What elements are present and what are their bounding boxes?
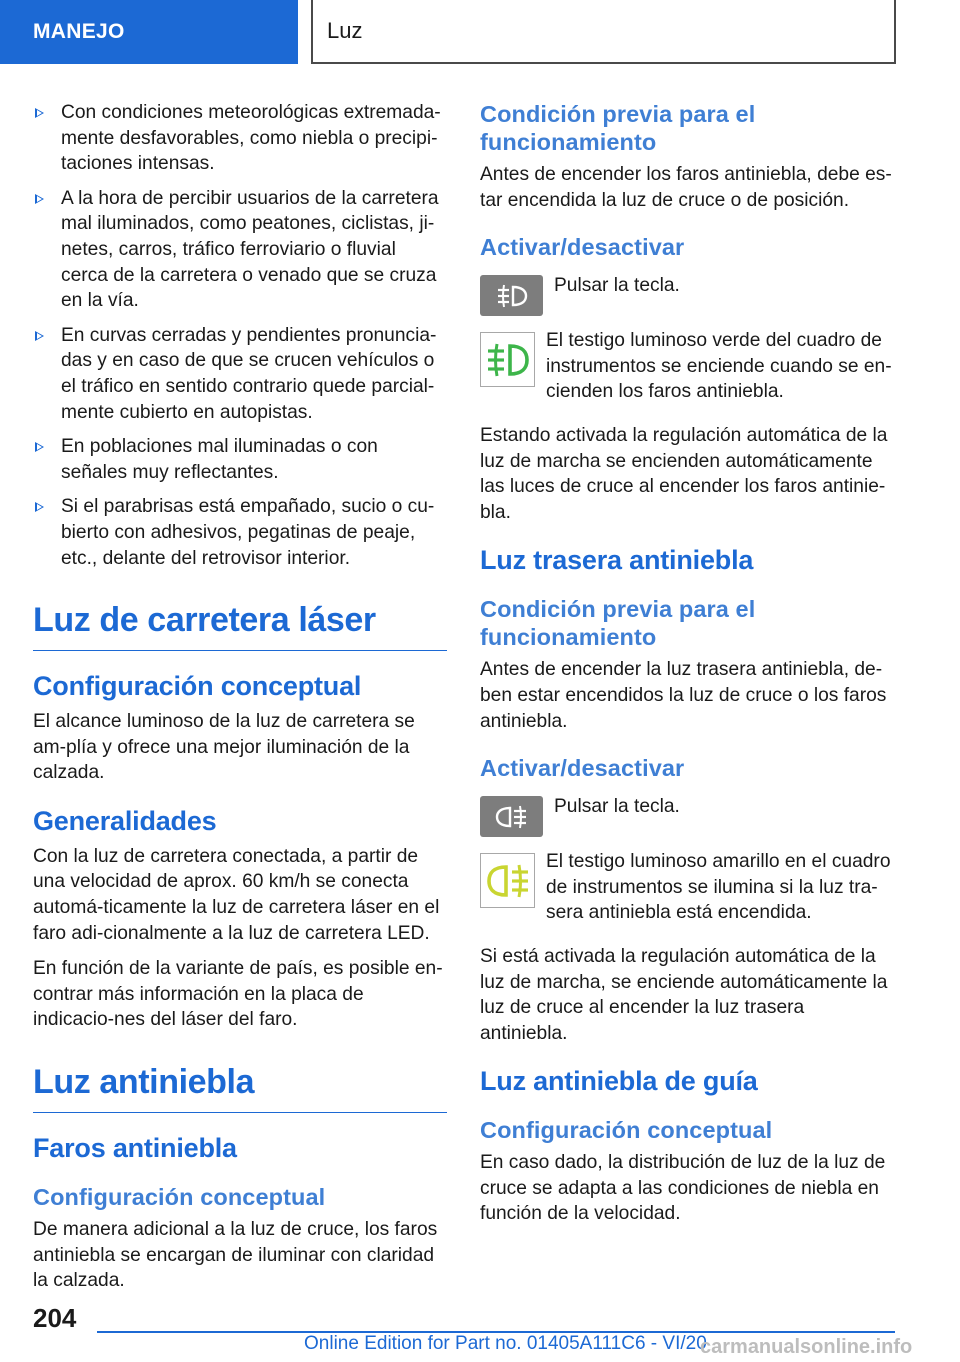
front-fog-heading: Faros antiniebla <box>33 1133 237 1164</box>
front-auto-text: Estando activada la regulación automática de la luz de marcha se encienden automáticamente las luces de cruce al encender los faros antinie-bla. <box>480 424 888 523</box>
front-prereq-heading: Condición previa para el funcionamiento <box>480 101 756 155</box>
rear-toggle-heading: Activar/desactivar <box>480 755 685 782</box>
bullet-list <box>33 100 447 571</box>
front-indicator-text: El testigo luminoso verde del cuadro de instrumentos se enciende cuando se en-cienden los faros antiniebla. <box>546 330 892 403</box>
rear-prereq-text: Antes de encender la luz trasera antiniebla, de-ben estar encendidos la luz de cruce o los faros antiniebla. <box>480 659 887 732</box>
section-tab <box>0 0 298 64</box>
front-fog-concept-text: De manera adicional a la luz de cruce, los faros antiniebla se encargan de iluminar con claridad la calzada. <box>33 1219 438 1292</box>
chapter-title: Luz <box>327 18 363 43</box>
chapter-title-box <box>311 0 896 64</box>
list-item: En curvas cerradas y pendientes pronuncia-das y en caso de que se crucen vehículos o el tráfico en sentido contrario quede parcial-mente cubierto en autopistas. <box>33 323 447 425</box>
front-prereq-text: Antes de encender los faros antiniebla, debe es-tar encendida la luz de cruce o de posición. <box>480 164 892 211</box>
front-indicator-row <box>480 332 896 405</box>
triangle-bullet-icon <box>35 331 44 341</box>
front-fog-indicator-icon <box>480 332 535 387</box>
list-item: A la hora de percibir usuarios de la carretera mal iluminados, como peatones, ciclistas, ji-netes, carros, tráfico ferroviario o fluvial cerca de la carretera o venado que se cruza en la vía. <box>33 186 447 314</box>
right-column <box>480 100 896 1237</box>
laser-high-beam-heading: Luz de carretera láser <box>33 601 447 651</box>
list-item: En poblaciones mal iluminadas o con señales muy reflectantes. <box>33 434 447 485</box>
front-key-row <box>480 275 896 316</box>
rear-key-row <box>480 796 896 837</box>
guide-fog-heading: Luz antiniebla de guía <box>480 1066 758 1097</box>
general-text-2: En función de la variante de país, es posible en-contrar más información en la placa de indicacio-nes del láser del faro. <box>33 958 443 1031</box>
page-number: 204 <box>33 1303 77 1333</box>
rear-fog-key-icon <box>480 796 543 837</box>
guide-concept-heading: Configuración conceptual <box>480 1117 773 1144</box>
rear-auto-text: Si está activada la regulación automática de la luz de marcha, se enciende automáticamente la luz de cruce al encender la luz trasera antiniebla. <box>480 945 888 1044</box>
triangle-bullet-icon <box>35 442 44 452</box>
section-label: MANEJO <box>33 20 125 43</box>
laser-concept-heading: Configuración conceptual <box>33 671 362 702</box>
triangle-bullet-icon <box>35 502 44 512</box>
front-fog-key-icon <box>480 275 543 316</box>
watermark: carmanualsonline.info <box>700 1336 913 1358</box>
rear-indicator-row <box>480 853 896 926</box>
guide-concept-text: En caso dado, la distribución de luz de la luz de cruce se adapta a las condiciones de niebla en función de la velocidad. <box>480 1152 886 1225</box>
list-item: Con condiciones meteorológicas extremada-mente desfavorables, como niebla o precipi-taciones intensas. <box>33 100 447 177</box>
triangle-bullet-icon <box>35 108 44 118</box>
fog-light-heading: Luz antiniebla <box>33 1063 447 1113</box>
footer-edition: Online Edition for Part no. 01405A111C6 - VI/20 <box>304 1333 707 1354</box>
laser-concept-text: El alcance luminoso de la luz de carretera se am-plía y ofrece una mejor iluminación de la calzada. <box>33 711 415 784</box>
rear-fog-heading: Luz trasera antiniebla <box>480 545 754 576</box>
general-heading: Generalidades <box>33 805 217 836</box>
front-fog-concept-heading: Configuración conceptual <box>33 1184 326 1211</box>
list-item: Si el parabrisas está empañado, sucio o cu-bierto con adhesivos, pegatinas de peaje, etc., delante del retrovisor interior. <box>33 494 447 571</box>
triangle-bullet-icon <box>35 194 44 204</box>
rear-press-text: Pulsar la tecla. <box>554 796 680 818</box>
rear-fog-indicator-icon <box>480 853 535 908</box>
general-text-1: Con la luz de carretera conectada, a partir de una velocidad de aprox. 60 km/h se conecta automá-ticamente la luz de carretera láser en el faro adi-cionalmente a la luz de carretera LED. <box>33 845 440 944</box>
front-toggle-heading: Activar/desactivar <box>480 234 685 261</box>
rear-prereq-heading: Condición previa para el funcionamiento <box>480 596 756 651</box>
rear-indicator-text: El testigo luminoso amarillo en el cuadro de instrumentos se ilumina si la luz tra-sera antiniebla está encendida. <box>546 851 891 924</box>
left-column <box>33 100 447 1304</box>
front-press-text: Pulsar la tecla. <box>554 275 680 297</box>
